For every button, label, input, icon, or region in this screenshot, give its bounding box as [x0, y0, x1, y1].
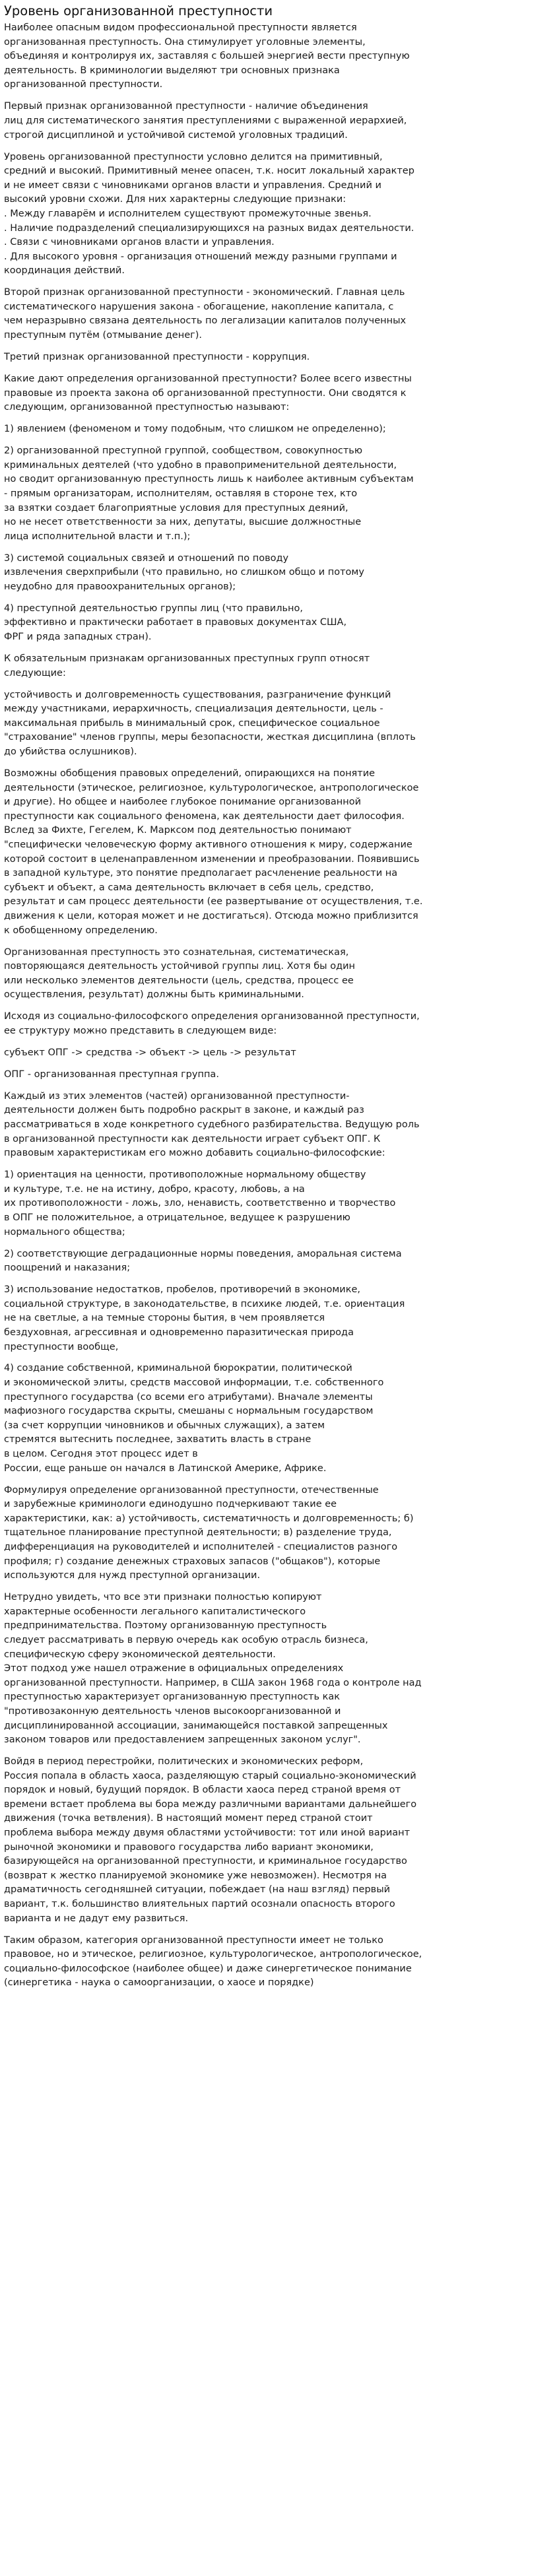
paragraph: Нетрудно увидеть, что все эти признаки полностью копируют характерные особенности легального капиталистического предпринимательства. Поэтому организованную преступность следует рассматривать в первую очередь как особую отрасль бизнеса, специфическую сферу экономической деятельности. Этот подход уже нашел отражение в официальных определениях организованной преступности. Например, в США закон 1968 года о контроле над преступностью характеризует организованную преступность как "противозаконную деятельность членов высокоорганизованной и дисциплинированной ассоциации, занимающейся поставкой запрещенных законом товаров или предоставлением запрещенных законом услуг". — [4, 1592, 422, 1746]
paragraph: Какие дают определения организованной преступности? Более всего известны правовые из проекта закона об организованной преступности. Они сводятся к следующим, организованной преступностью называют: — [4, 374, 412, 413]
paragraph: 4) создание собственной, криминальной бюрократии, политической и экономической элиты, средств массовой информации, т.е. собственного преступного государства (со всеми его атрибутами). Вначале элементы мафиозного государства скрыты, смешаны с нормальным государством (за счет коррупции чиновников и обычных служащих), а затем стремятся вытеснить последнее, захватить власть в стране в целом. Сегодня этот процесс идет в России, еще раньше он начался в Латинской Америке, Африке. — [4, 1363, 384, 1474]
paragraph: 3) использование недостатков, пробелов, противоречий в экономике, социальной структуре, в законодательстве, в психике людей, т.е. ориентация не на светлые, а на темные стороны бытия, в чем проявляется бездуховная, агрессивная и одновременно паразитическая природа преступности вообще, — [4, 1284, 405, 1352]
paragraph: Каждый из этих элементов (частей) организованной преступности- деятельности должен быть подробно раскрыт в законе, и каждый раз рассматриваться в ходе конкретного судебного разбирательства. Ведущую роль в организованной преступности как деятельности играет субъект ОПГ. К правовым характеристикам его можно добавить социально-философские: — [4, 1090, 420, 1159]
paragraph: Исходя из социально-философского определения организованной преступности, ее структуру можно представить в следующем виде: — [4, 1011, 420, 1036]
paragraph: 1) явлением (феноменом и тому подобным, что слишком не определенно); — [4, 424, 386, 435]
paragraph: 1) ориентация на ценности, противоположные нормальному обществу и культуре, т.е. не на истину, добро, красоту, любовь, а на их противоположности - ложь, зло, ненависть, соответственно и творчество в ОПГ не положительное, а отрицательное, ведущее к разрушению нормального общества; — [4, 1170, 396, 1238]
paragraph: Войдя в период перестройки, политических и экономических реформ, Россия попала в область хаоса, разделяющую старый социально-экономический порядок и новый, будущий порядок. В области хаоса перед страной время от времени встает проблема вы бора между различными вариантами дальнейшего движения (точка ветвления). В настоящий момент перед страной стоит проблема выбора между двумя областями устойчивости: тот или иной вариант рыночной экономики и правового государства либо вариант экономики, базирующейся на организованной преступности, и криминальное государство (возврат к жестко планируемой экономике уже невозможен). Несмотря на драматичность сегодняшней ситуации, побеждает (на наш взгляд) первый вариант, т.к. большинство влиятельных партий осознали опасность второго варианта и не дадут ему развиться. — [4, 1756, 417, 1924]
paragraph: Возможны обобщения правовых определений, опирающихся на понятие деятельности (этическое, религиозное, культурологическое, антропологическое и другие). Но общее и наиболее глубокое понимание организованной преступности как социального феномена, как деятельности дает философия. Вслед за Фихте, Гегелем, К. Марксом под деятельностью понимают "специфически человеческую форму активного отношения к миру, содержание которой состоит в целенаправленном изменении и преобразовании. Появившись в западной культуре, это понятие предполагает расчленение реальности на субъект и объект, а сама деятельность включает в себя цель, средство, результат и сам процесс деятельности (ее развертывание от осуществления, т.е. движения к цели, которая может и не достигаться). Отсюда можно приблизится к обобщенному определению. — [4, 768, 423, 936]
paragraph: ОПГ - организованная преступная группа. — [4, 1069, 219, 1080]
page-title: Уровень организованной преступности — [4, 3, 273, 18]
paragraph: Наиболее опасным видом профессиональной преступности является организованная преступность. Она стимулирует уголовные элементы, объединяя и контролируя их, заставляя с большей энергией вести преступную деятельность. В криминологии выделяют три основных признака организованной преступности. — [4, 22, 410, 90]
paragraph: 2) соответствующие деградационные нормы поведения, аморальная система поощрений и наказания; — [4, 1248, 402, 1274]
paragraph: Уровень организованной преступности условно делится на примитивный, средний и высокий. Примитивный менее опасен, т.к. носит локальный характер и не имеет связи с чиновниками органов власти и управления. Средний и высокий уровни схожи. Для них характерны следующие признаки: . Между главарём и исполнителем существуют промежуточные звенья. . Наличие подразделений специализирующихся на разных видах деятельности. . Связи с чиновниками органов власти и управления. . Для высокого уровня - организация отношений между разными группами и координация действий. — [4, 151, 414, 277]
paragraph: устойчивость и долговременность существования, разграничение функций между участниками, иерархичность, специализация деятельности, цель - максимальная прибыль в минимальный срок, специфическое социальное "страхование" членов группы, меры безопасности, жесткая дисциплина (вплоть до убийства ослушников). — [4, 689, 416, 758]
paragraph: Организованная преступность это сознательная, систематическая, повторяющаяся деятельность устойчивой группы лиц. Хотя бы один или несколько элементов деятельности (цель, средства, процесс ее осуществления, результат) должны быть криминальными. — [4, 946, 356, 1001]
paragraph: субъект ОПГ -> средства -> объект -> цель -> результат — [4, 1047, 296, 1058]
paragraph: Второй признак организованной преступности - экономический. Главная цель систематического нарушения закона - обогащение, накопление капитала, с чем неразрывно связана деятельность по легализации капиталов полученных преступным путём (отмывание денег). — [4, 287, 407, 341]
paragraph: 4) преступной деятельностью группы лиц (что правильно, эффективно и практически работает в правовых документах США, ФРГ и ряда западных стран). — [4, 603, 347, 643]
paragraph: 3) системой социальных связей и отношений по поводу извлечения сверхприбыли (что правильно, но слишком общо и потому неудобно для правоохранительных органов); — [4, 552, 364, 592]
paragraph: К обязательным признакам организованных преступных групп относят следующие: — [4, 653, 370, 678]
paragraph: Таким образом, категория организованной преступности имеет не только правовое, но и этическое, религиозное, культурологическое, антропологическое, социально-философское (наиболее общее) и даже синергетическое понимание (синергетика - наука о самоорганизации, о хаосе и порядке) — [4, 1934, 422, 1989]
paragraph: Формулируя определение организованной преступности, отечественные и зарубежные криминологи единодушно подчеркивают такие ее характеристики, как: а) устойчивость, систематичность и долговременность; б) тщательное планирование преступной деятельности; в) разделение труда, дифференциация на руководителей и исполнителей - специалистов разного профиля; г) создание денежных страховых запасов ("общаков"), которые используются для нужд преступной организации. — [4, 1484, 414, 1581]
paragraph: 2) организованной преступной группой, сообществом, совокупностью криминальных деятелей (что удобно в правоприменительной деятельности, но сводит организованную преступность лишь к наиболее активным субъектам - прямым организаторам, исполнителям, оставляя в стороне тех, кто за взятки создает благоприятные условия для преступных деяний, но не несет ответственности за них, депутаты, высшие должностные лица исполнительной власти и т.п.); — [4, 446, 414, 542]
article-body — [4, 21, 552, 1991]
paragraph: Третий признак организованной преступности - коррупция. — [4, 352, 310, 363]
paragraph: Первый признак организованной преступности - наличие объединения лиц для систематического занятия преступлениями с выраженной иерархией, строгой дисциплиной и устойчивой системой уголовных традиций. — [4, 101, 407, 141]
